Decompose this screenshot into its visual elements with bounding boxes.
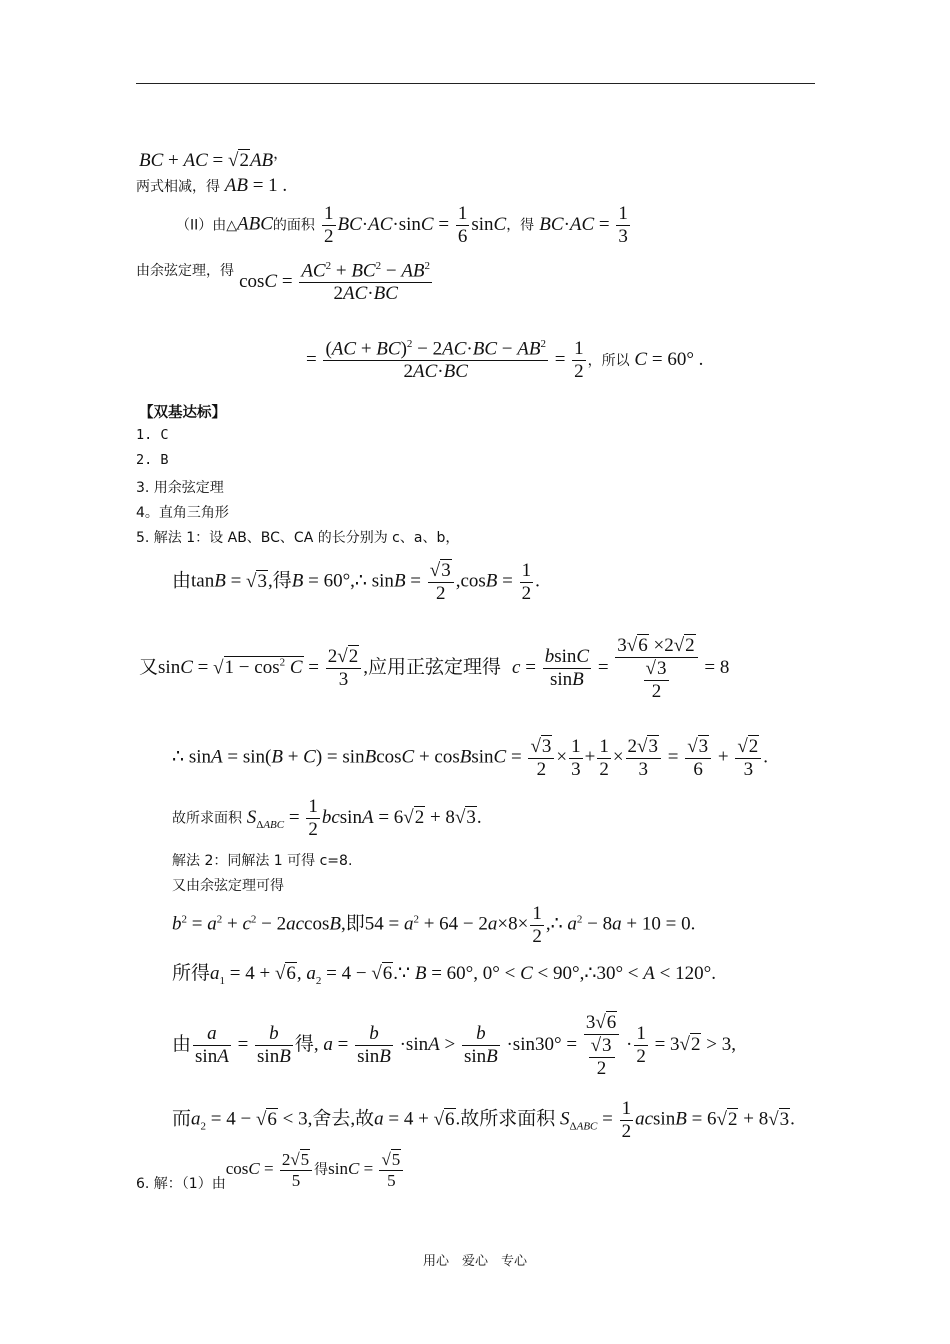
equation-sinC: 又$\sin C = √1 - \cos^2 C$ = $\frac{2√2}{3}$ ,应用正弦定理得 c = $\frac{bsinC}{\sin B}$ = $\frac{3√6 \times 2√2}{\frac{√3}{2}}$ = 8 [139, 635, 730, 702]
section-heading: 【双基达标】 [139, 405, 226, 421]
answer-item-3: 3. 用余弦定理 [136, 480, 224, 496]
equation-line-1: BC + AC = √2AB， [139, 146, 289, 171]
answer-item-2: 2. B [136, 452, 169, 468]
equation-line-2: 两式相减，得 AB = 1 . [136, 175, 288, 196]
equation-sinA: ∴ sinA = sin(B + C) = sinBcosC + cosBsinC = $\frac{√3}{2}$ × $\frac{1}{3}$ + $\frac{1}{2}$ × $\frac{2√3}{3}$ = $\frac{√3}{6}$ + $\frac{√2}{3}$ . [172, 736, 769, 780]
solution-2-line: 解法 2：同解法 1 可得 c=8. [172, 853, 353, 869]
equation-roots: 所得$a_1 = 4 + √6$, $a_2 = 4$ − √6.∵ B = 60°, 0° < C < 90°,∴30° < A < 120°. [172, 963, 716, 987]
equation-b-squared: $b^2 = a^2 + c^2 - 2accosB$,即$54 = a^2 + 64 - 2a\times 8\times$ $\frac{1}{2}$ ,∴ $a^2 - 8a + 10 = 0$. [172, 903, 696, 947]
equation-line-5: = $\frac{(AC + BC)^2 - 2AC\cdot BC - AB^2}{2AC\cdot BC}$ = $\frac{1}{2}$ ，所以 C = 60° . [306, 338, 704, 383]
answer-item-1: 1. C [136, 427, 169, 443]
equation-line-3: （II）由△ABC的面积 $\frac{1}{2}$ BC·AC·sinC = $\frac{1}{6}$ sinC，得 BC·AC = $\frac{1}{3}$ [176, 203, 628, 247]
equation-area-1: 故所求面积 $S_{\Delta ABC}$ = $\frac{1}{2}$ bcsinA = 6√2 + 8√3. [172, 796, 482, 840]
equation-sine-rule: 由 $\frac{a}{\sin A}$ = $\frac{b}{\sin B}$ 得, a = $\frac{b}{\sin B}$ ·sinA > $\frac{b}{\sin B}$ ·sin30° = $\frac{3√6}{\frac{√3}{2}}$ · $\frac{1}{2}$ = 3√2 > 3, [172, 1012, 736, 1079]
answer-item-4: 4。直角三角形 [136, 505, 229, 521]
solution-2-cos-law: 又由余弦定理可得 [172, 878, 284, 894]
equation-line-4: 由余弦定理，得 cosC = $\frac{AC^2 + BC^2 - AB^2}{2AC\cdot BC}$ [136, 260, 431, 305]
header-rule [136, 83, 815, 84]
answer-item-5: 5. 解法 1：设 AB、BC、CA 的长分别为 c、a、b， [136, 530, 460, 546]
answer-item-6: 6. 解：（1）由cosC = $\frac{2√5}{5}$ 得sinC = $\frac{√5}{5}$ [136, 1150, 405, 1193]
page-footer: 用心 爱心 专心 [422, 1254, 527, 1269]
equation-area-2: 而$a_2 = 4 - √6 < 3$,舍去,故a = 4 + √6.故所求面积 $S_{\Delta ABC}$ = $\frac{1}{2}$ acsinB = 6√2 + 8√3. [172, 1098, 795, 1142]
equation-tan: 由tanB = √3,得B = 60°,∴ sinB = $\frac{√3}{2}$ ,cosB = $\frac{1}{2}$ . [172, 560, 540, 604]
